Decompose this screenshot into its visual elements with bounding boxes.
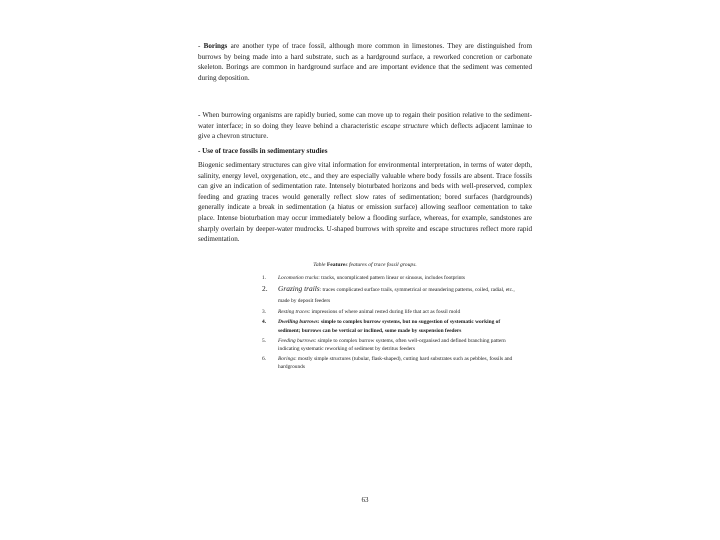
item-text: : mostly simple structures (tubular, flask-shaped), cutting hard substrates such as pebbles, fossils and hardgrounds <box>278 356 513 371</box>
item-term: Locomotion tracks <box>278 275 319 281</box>
item-text: : simple to complex burrow systems, but no suggestion of systematic working of sediment; burrows can be vertical or inclined, some made by suspension feeders <box>278 319 501 334</box>
item-number: 1. <box>262 275 267 281</box>
page-number: 63 <box>361 496 369 504</box>
list-item <box>262 355 520 371</box>
item-term: Grazing trails <box>278 284 320 294</box>
paragraph-borings: - Borings are another type of trace fossil, although more common in limestones. They are distinguished from burrows by being made into a hard substrate, such as a hardground surface, a reworked concretion or carbonate skeleton. Borings are common in hardground surface and are important evidence that the sediment was cemented during deposition. <box>198 42 532 82</box>
item-text: : simple to complex burrow systems, often well-organised and defined branching pattern indicating systematic reworking of sediment by detritus feeders <box>278 337 506 353</box>
trace-fossil-list <box>262 274 520 374</box>
caption-bold: Feature <box>326 262 346 268</box>
item-number: 4. <box>262 319 267 326</box>
paragraph-borings-text: are another type of trace fossil, although more common in limestones. They are distinguished from burrows by being made into a hard substrate, such as a hardground surface, a reworked concretion or carbonate skeleton. Borings are common in hardground surface and are important evidence that the sediment was cemented during deposition. <box>198 42 532 82</box>
item-number: 6. <box>262 356 267 363</box>
term-escape-structure: escape structure <box>381 121 429 130</box>
section-heading-text: Use of trace fossils in sedimentary studies <box>202 147 328 155</box>
list-item <box>262 318 520 334</box>
list-item <box>262 274 520 282</box>
list-item <box>262 284 520 306</box>
item-text: : tracks, uncomplicated pattern linear or sinuous, includes footprints <box>318 275 465 281</box>
item-term: Dwelling burrows <box>278 319 318 326</box>
section-heading: - Use of trace fossils in sedimentary studies <box>198 147 328 155</box>
caption-post: s features of trace fossil groups. <box>345 262 417 268</box>
paragraph-escape-text-a: When burrowing organisms are rapidly buried, some can move up to regain their position relative to the sediment-water interface; in so doing they leave behind a characteristic <box>198 111 532 130</box>
item-number: 3. <box>262 309 267 316</box>
item-term: Borings <box>278 356 296 363</box>
term-borings: Borings <box>203 42 228 50</box>
paragraph-escape-text-b: which deflects adjacent laminae to give a chevron structure. <box>198 121 532 141</box>
paragraph-sedimentary-studies: Biogenic sedimentary structures can give vital information for environmental interpretation, in terms of water depth, salinity, energy level, oxygenation, etc., and they are especially valuable where body fossils are absent. Trace fossils can give an indication of sedimentation rate. Intensely bioturbated horizons and beds with well-preserved, complex feeding and grazing traces would generally reflect slow rates of sedimentation; bored surfaces (hardgrounds) generally indicate a break in sedimentation (a hiatus or emission surface) allowing seafloor cementation to take place. Intense bioturbation may occur immediately below a flooding surface, whereas, for example, sandstones are sharply overlain by deeper-water mudrocks. U-shaped burrows with spreite and escape structures reflect more rapid sedimentation. <box>198 161 532 244</box>
list-item <box>262 337 520 353</box>
item-term: Feeding burrows <box>278 337 315 344</box>
paragraph-escape-structures: - When burrowing organisms are rapidly buried, some can move up to regain their position relative to the sediment-water interface; in so doing they leave behind a characteristic escape structure which deflects adjacent laminae to give a chevron structure. <box>198 111 532 141</box>
table-caption <box>198 262 532 268</box>
list-item <box>262 308 520 316</box>
caption-pre: Table <box>313 262 327 268</box>
item-term: Resting traces <box>278 309 309 316</box>
item-text: : traces complicated surface trails, symmetrical or meandering patterns, coiled, radial, etc., made by deposit feeders <box>278 287 515 305</box>
item-number: 2. <box>262 284 268 294</box>
item-text: : impressions of where animal rested during life that act as fossil mold <box>308 309 461 316</box>
item-number: 5. <box>262 337 267 344</box>
